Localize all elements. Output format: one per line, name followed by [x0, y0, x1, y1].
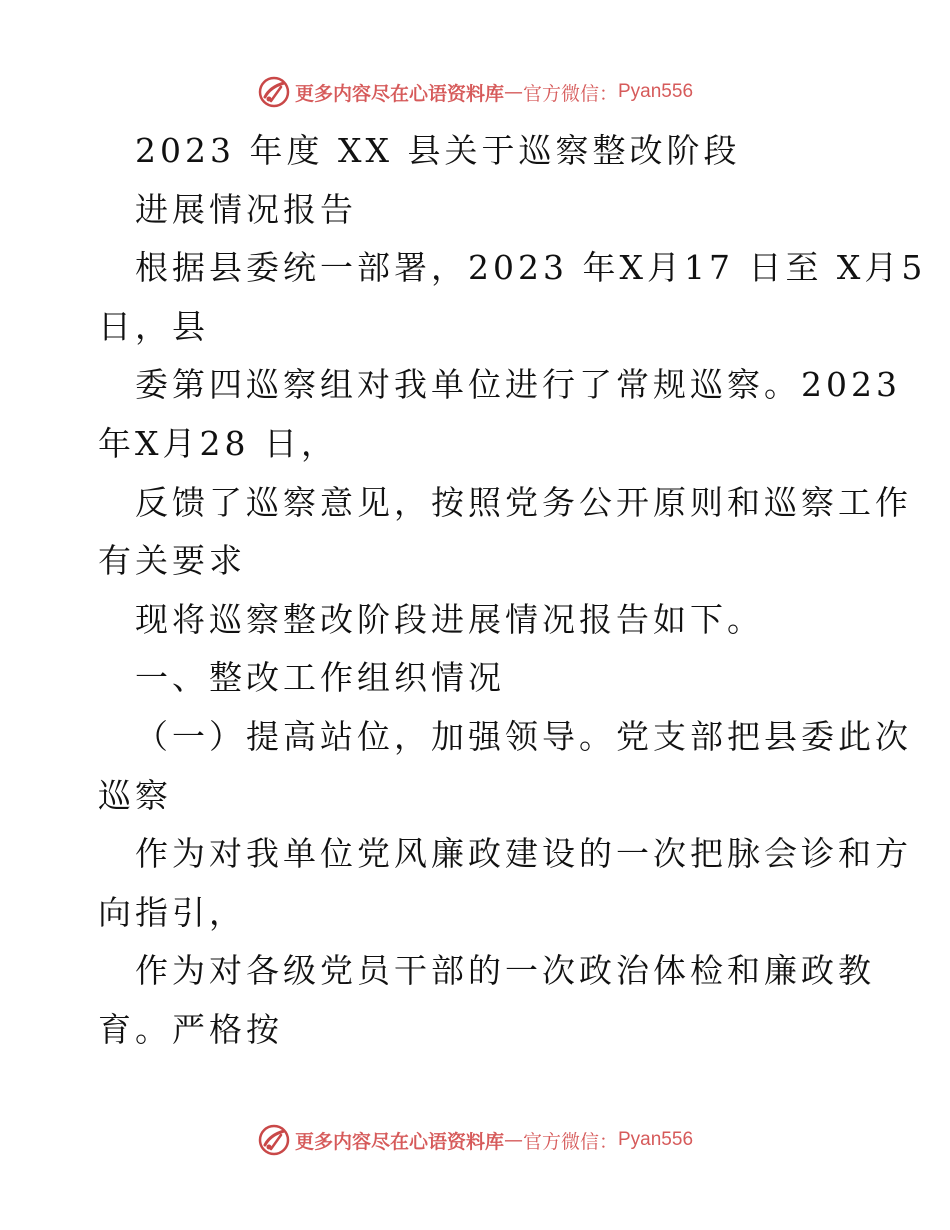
pen-swirl-logo-icon [257, 1123, 291, 1157]
paragraph-line: 根据县委统一部署，2023 年X月17 日至 X月5 [135, 248, 927, 288]
document-body [98, 122, 927, 1060]
paragraph-line: 委第四巡察组对我单位进行了常规巡察。2023 [135, 365, 901, 405]
watermark-sub-text: 官方微信： [522, 1130, 618, 1153]
paragraph-line: （一）提高站位，加强领导。党支部把县委此次 [135, 716, 912, 756]
watermark-banner-bottom [0, 1120, 950, 1160]
paragraph-line: 作为对我单位党风廉政建设的一次把脉会诊和方 [135, 834, 912, 874]
watermark-main-text: 更多内容尽在心语资料库 [294, 1130, 504, 1153]
watermark-banner-top [0, 72, 950, 112]
title-line: 2023 年度 XX 县关于巡察整改阶段 [135, 131, 741, 170]
paragraph-line: 巡察 [98, 775, 172, 815]
pen-swirl-logo-icon [257, 75, 291, 109]
watermark-main-text: 更多内容尽在心语资料库 [294, 82, 504, 105]
watermark-dash: — [503, 81, 523, 103]
paragraph-line: 向指引， [98, 892, 246, 932]
watermark-wechat-id: Pyan556 [618, 1129, 694, 1150]
section-heading: 一、整改工作组织情况 [135, 658, 505, 698]
watermark-wechat-id: Pyan556 [618, 81, 694, 102]
watermark-dash: — [503, 1129, 523, 1151]
paragraph-line: 有关要求 [98, 541, 246, 581]
paragraph-line: 现将巡察整改阶段进展情况报告如下。 [135, 599, 764, 639]
title-line: 进展情况报告 [135, 189, 357, 229]
paragraph-line: 年X月28 日， [98, 423, 338, 463]
paragraph-line: 作为对各级党员干部的一次政治体检和廉政教 [135, 951, 875, 991]
watermark-sub-text: 官方微信： [522, 82, 618, 105]
paragraph-line: 日，县 [98, 306, 209, 346]
paragraph-line: 育。严格按 [98, 1009, 283, 1049]
paragraph-line: 反馈了巡察意见，按照党务公开原则和巡察工作 [135, 482, 912, 522]
